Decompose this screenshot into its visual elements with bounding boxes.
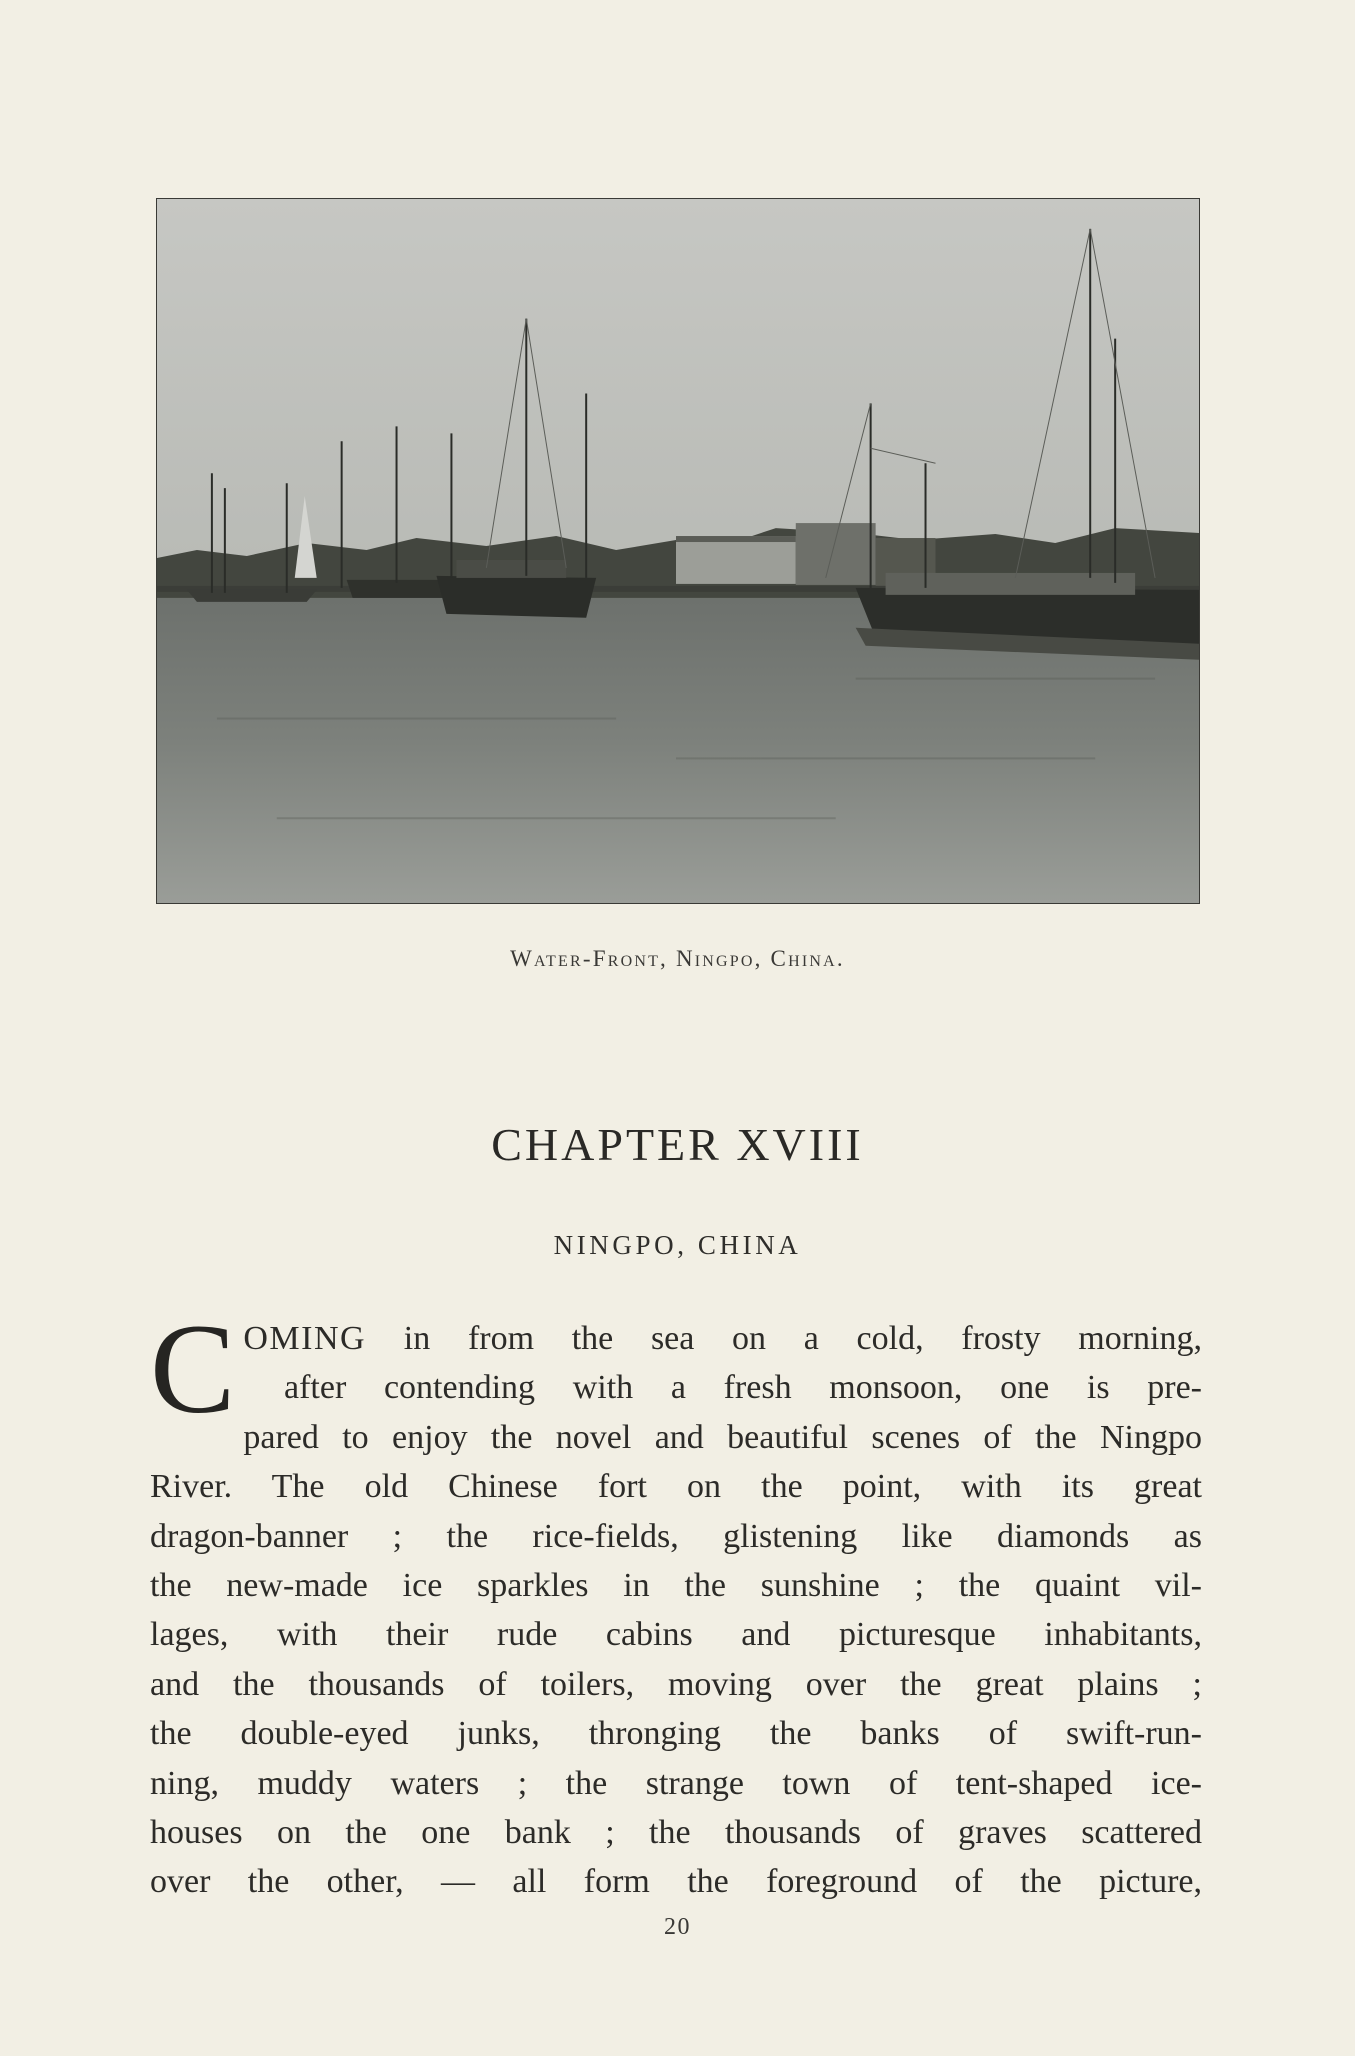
text-line-content: in from the sea on a cold, frosty morning, — [403, 1320, 1203, 1357]
text-line: ning, muddy waters ; the strange town of tent-shaped ice- — [150, 1764, 1202, 1802]
text-line: houses on the one bank ; the thousands of graves scattered — [150, 1814, 1202, 1852]
harbor-photograph — [157, 199, 1199, 903]
text-line: lages, with their rude cabins and picturesque inhabitants, — [150, 1616, 1202, 1654]
page-number: 20 — [664, 1914, 691, 1940]
body-paragraph — [150, 1298, 1203, 1907]
chapter-subtitle: NINGPO, CHINA — [553, 1230, 802, 1260]
drop-cap: C — [150, 1298, 236, 1440]
figure-caption: Water-Front, Ningpo, China. — [510, 946, 845, 971]
halftone-illustration — [156, 198, 1200, 904]
chapter-title: CHAPTER XVIII — [491, 1119, 864, 1170]
text-line: and the thousands of toilers, moving over the great plains ; — [150, 1665, 1202, 1703]
text-line: dragon-banner ; the rice-fields, glistening like diamonds as — [150, 1517, 1202, 1555]
opening-word: OMING — [243, 1320, 367, 1357]
text-line: after contending with a fresh monsoon, one is pre- — [284, 1369, 1202, 1407]
text-line: the new-made ice sparkles in the sunshine ; the quaint vil- — [150, 1567, 1202, 1605]
text-line — [150, 1314, 1202, 1363]
text-line: pared to enjoy the novel and beautiful scenes of the Ningpo — [243, 1418, 1202, 1456]
text-line: the double-eyed junks, thronging the banks of swift-run- — [150, 1715, 1202, 1753]
text-line: River. The old Chinese fort on the point, with its great — [150, 1468, 1202, 1506]
text-line: over the other, — all form the foreground of the picture, — [150, 1863, 1202, 1901]
